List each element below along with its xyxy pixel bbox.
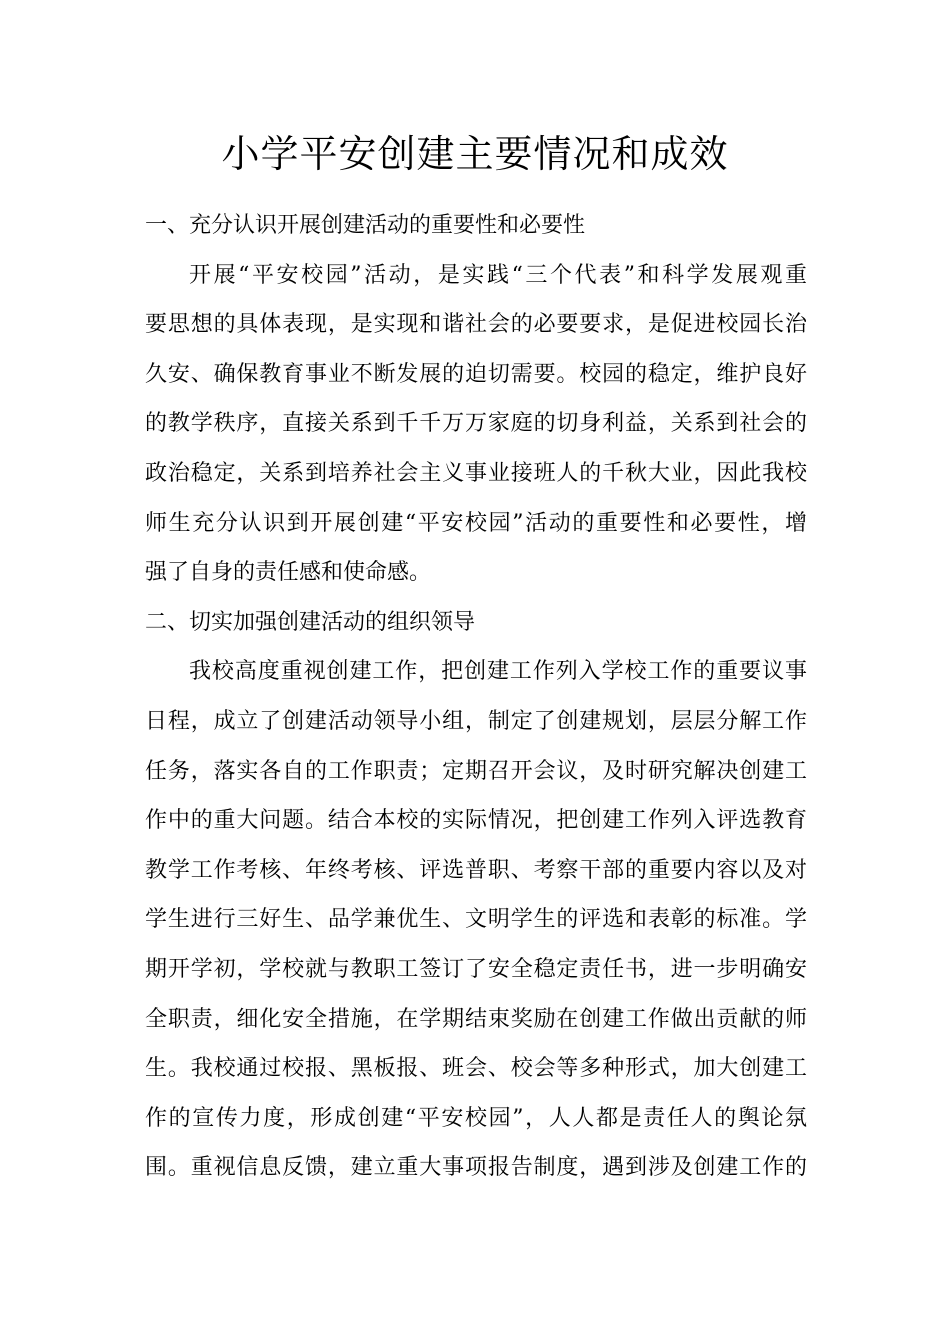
text-line: 我校高度重视创建工作，把创建工作列入学校工作的重要议事 (189, 659, 807, 685)
text-line: 久安、确保教育事业不断发展的迫切需要。校园的稳定，维护良好 (145, 361, 807, 387)
paragraph-1 (145, 251, 807, 598)
text-line: 围。重视信息反馈，建立重大事项报告制度，遇到涉及创建工作的 (145, 1155, 807, 1181)
text-line: 的教学秩序，直接关系到千千万万家庭的切身利益，关系到社会的 (145, 411, 807, 437)
section-heading-2: 二、切实加强创建活动的组织领导 (145, 609, 476, 635)
text-line: 期开学初，学校就与教职工签订了安全稳定责任书，进一步明确安 (145, 956, 807, 982)
text-line: 要思想的具体表现，是实现和谐社会的必要要求，是促进校园长治 (145, 312, 807, 338)
document-body (145, 201, 807, 1193)
text-line: 任务，落实各自的工作职责；定期召开会议，及时研究解决创建工 (145, 758, 807, 784)
text-line: 学生进行三好生、品学兼优生、文明学生的评选和表彰的标准。学 (145, 907, 807, 933)
text-line: 教学工作考核、年终考核、评选普职、考察干部的重要内容以及对 (145, 857, 807, 883)
text-line: 全职责，细化安全措施，在学期结束奖励在创建工作做出贡献的师 (145, 1006, 807, 1032)
text-line: 生。我校通过校报、黑板报、班会、校会等多种形式，加大创建工 (145, 1056, 807, 1082)
text-line: 日程，成立了创建活动领导小组，制定了创建规划，层层分解工作 (145, 708, 807, 734)
text-line: 作的宣传力度，形成创建“平安校园”，人人都是责任人的舆论氛 (145, 1105, 807, 1131)
text-line: 作中的重大问题。结合本校的实际情况，把创建工作列入评选教育 (145, 808, 807, 834)
text-line: 师生充分认识到开展创建“平安校园”活动的重要性和必要性，增 (145, 510, 807, 536)
section-heading-1: 一、充分认识开展创建活动的重要性和必要性 (145, 213, 586, 238)
page-title: 小学平安创建主要情况和成效 (221, 132, 729, 176)
text-line: 强了自身的责任感和使命感。 (145, 560, 432, 586)
paragraph-2 (145, 647, 807, 1193)
text-line: 开展“平安校园”活动，是实践“三个代表”和科学发展观重 (189, 262, 807, 288)
text-line: 政治稳定，关系到培养社会主义事业接班人的千秋大业，因此我校 (145, 460, 807, 486)
